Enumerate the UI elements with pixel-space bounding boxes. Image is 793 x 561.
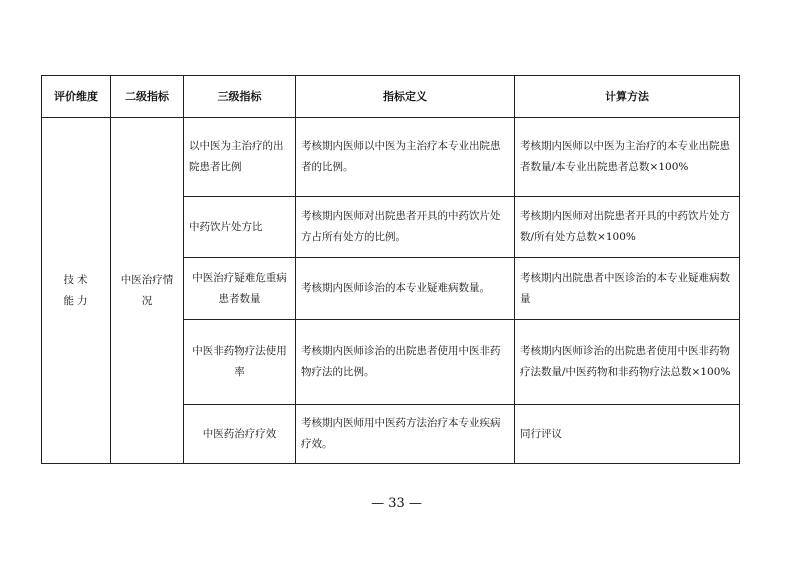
method-cell: 考核期内出院患者中医诊治的本专业疑难病数量 — [515, 258, 740, 320]
definition-cell: 考核期内医师以中医为主治疗本专业出院患者的比例。 — [296, 118, 515, 197]
table-header-row — [42, 76, 740, 118]
page-number: — 33 — — [371, 496, 422, 511]
method-cell: 同行评议 — [515, 405, 740, 464]
definition-cell: 考核期内医师诊治的本专业疑难病数量。 — [296, 258, 515, 320]
tertiary-indicator-cell: 中医非药物疗法使用率 — [184, 320, 296, 405]
header-tertiary-indicator: 三级指标 — [184, 76, 296, 118]
method-cell: 考核期内医师对出院患者开具的中药饮片处方数/所有处方总数×100% — [515, 197, 740, 258]
secondary-indicator-cell: 中医治疗情况 — [111, 118, 184, 464]
definition-cell: 考核期内医师用中医药方法治疗本专业疾病疗效。 — [296, 405, 515, 464]
definition-cell: 考核期内医师诊治的出院患者使用中医非药物疗法的比例。 — [296, 320, 515, 405]
tertiary-indicator-cell: 中医药治疗疗效 — [184, 405, 296, 464]
method-cell: 考核期内医师诊治的出院患者使用中医非药物疗法数量/中医药物和非药物疗法总数×100% — [515, 320, 740, 405]
tertiary-indicator-cell: 中医治疗疑难危重病患者数量 — [184, 258, 296, 320]
header-evaluation-dimension: 评价维度 — [42, 76, 111, 118]
dimension-cell: 技术能力 — [42, 118, 111, 464]
table-row — [42, 118, 740, 197]
header-calculation-method: 计算方法 — [515, 76, 740, 118]
definition-cell: 考核期内医师对出院患者开具的中药饮片处方占所有处方的比例。 — [296, 197, 515, 258]
header-indicator-definition: 指标定义 — [296, 76, 515, 118]
indicator-table — [41, 75, 740, 464]
tertiary-indicator-cell: 以中医为主治疗的出院患者比例 — [184, 118, 296, 197]
method-cell: 考核期内医师以中医为主治疗的本专业出院患者数量/本专业出院患者总数×100% — [515, 118, 740, 197]
tertiary-indicator-cell: 中药饮片处方比 — [184, 197, 296, 258]
header-secondary-indicator: 二级指标 — [111, 76, 184, 118]
